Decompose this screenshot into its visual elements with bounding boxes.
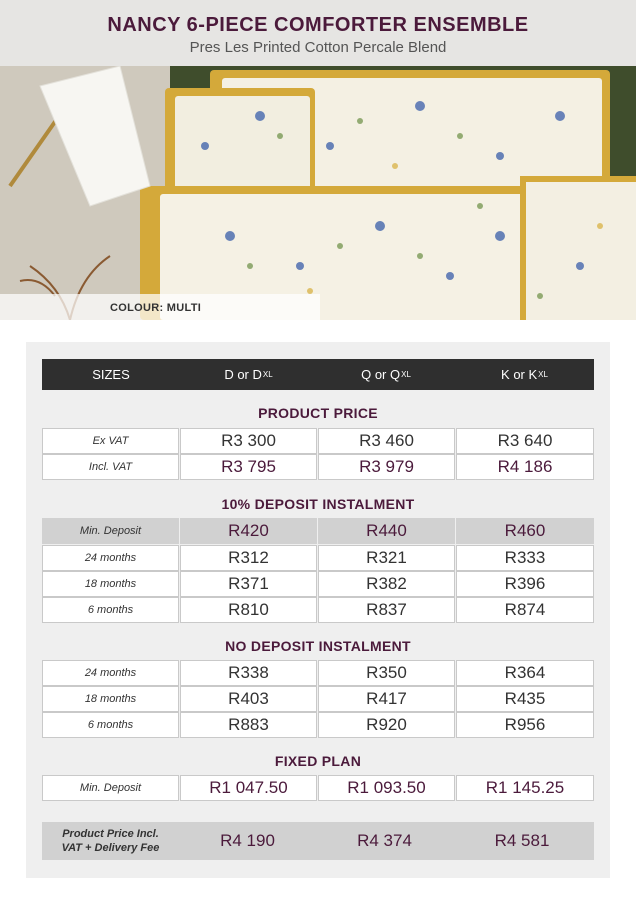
size-q-sup: XL [401,370,411,379]
table-row [42,571,594,597]
price-cell: R350 [318,660,455,686]
total-label-line1: Product Price Incl. [62,828,159,840]
row-label: Incl. VAT [42,454,179,480]
page-subtitle: Pres Les Printed Cotton Percale Blend [189,39,447,56]
price-cell: R460 [456,518,594,544]
price-cell: R435 [456,686,594,712]
page-title: NANCY 6-PIECE COMFORTER ENSEMBLE [107,14,529,36]
row-label: 6 months [42,597,179,623]
row-label: Min. Deposit [42,518,179,544]
price-cell: R3 300 [180,428,317,454]
total-label-line2: VAT + Delivery Fee [61,842,160,854]
price-cell: R3 640 [456,428,594,454]
table-row [42,686,594,712]
price-cell: R403 [180,686,317,712]
size-q-label: Q or Q [361,367,401,382]
price-cell: R4 186 [456,454,594,480]
colour-label: COLOUR: MULTI [0,294,320,320]
price-cell: R810 [180,597,317,623]
section-no-deposit-instalment: NO DEPOSIT INSTALMENT [225,638,411,654]
price-cell: R956 [456,712,594,738]
header [0,0,636,66]
section-fixed-plan: FIXED PLAN [274,753,362,769]
price-cell: R3 979 [318,454,455,480]
price-cell: R321 [318,545,455,571]
price-cell: R396 [456,571,594,597]
price-cell: R371 [180,571,317,597]
price-cell: R837 [318,597,455,623]
size-column-d [180,359,317,390]
sizes-header [42,359,594,390]
size-k-sup: XL [538,370,548,379]
row-label: 24 months [42,660,179,686]
price-cell: R338 [180,660,317,686]
price-cell: R920 [318,712,455,738]
table-row [42,597,594,623]
row-label: Min. Deposit [42,775,179,801]
sizes-label: SIZES [92,367,130,382]
row-label: 24 months [42,545,179,571]
row-label: 18 months [42,571,179,597]
price-cell: R440 [318,518,455,544]
size-d-sup: XL [262,370,273,379]
price-cell: R364 [456,660,594,686]
price-cell: R382 [318,571,455,597]
table-row [42,518,594,544]
size-column-k [455,359,594,390]
table-row [42,545,594,571]
row-label: 6 months [42,712,179,738]
bedding-illustration [0,66,636,320]
price-cell: R312 [180,545,317,571]
table-row [42,428,594,454]
price-cell: R1 047.50 [180,775,317,801]
size-column-q [317,359,455,390]
table-row [42,454,594,480]
total-cell: R4 581 [494,831,550,850]
section-deposit-instalment: 10% DEPOSIT INSTALMENT [221,496,415,512]
price-cell: R3 795 [180,454,317,480]
size-k-label: K or K [501,367,538,382]
price-cell: R1 145.25 [456,775,594,801]
price-cell: R3 460 [318,428,455,454]
total-cell: R4 190 [220,831,275,850]
price-cell: R874 [456,597,594,623]
total-row [42,822,594,860]
total-cell: R4 374 [357,831,412,850]
price-cell: R1 093.50 [318,775,455,801]
row-label: 18 months [42,686,179,712]
table-row [42,660,594,686]
total-label [42,822,179,860]
product-photo [0,66,636,320]
table-row [42,712,594,738]
table-row [42,775,594,801]
price-cell: R333 [456,545,594,571]
section-product-price: PRODUCT PRICE [258,405,378,421]
row-label: Ex VAT [42,428,179,454]
size-d-label: D or D [224,367,262,382]
price-cell: R417 [318,686,455,712]
price-cell: R883 [180,712,317,738]
price-cell: R420 [180,518,317,544]
